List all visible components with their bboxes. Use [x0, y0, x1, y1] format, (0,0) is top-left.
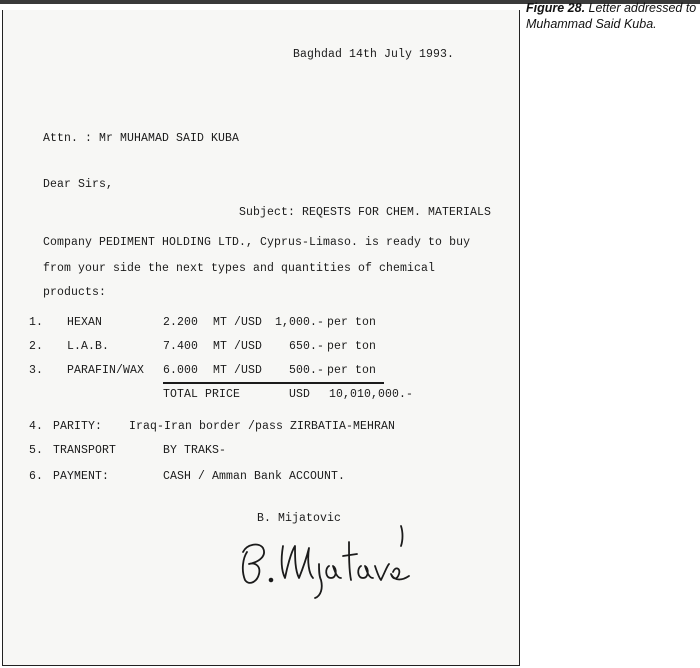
total-amount: 10,010,000.-: [329, 388, 414, 401]
term-value: CASH / Amman Bank ACCOUNT.: [163, 470, 346, 483]
total-currency: USD: [289, 388, 311, 401]
item-quantity: 6.000: [163, 364, 199, 377]
term-value: BY TRAKS-: [163, 444, 227, 457]
term-value: Iraq-Iran border /pass ZIRBATIA-MEHRAN: [129, 420, 396, 433]
item-quantity: 2.200: [163, 316, 199, 329]
letter-body-line: products:: [43, 286, 107, 299]
letter-scan: [2, 10, 520, 666]
item-number: 3.: [29, 364, 44, 377]
term-label: PARITY:: [53, 420, 103, 433]
total-underline: [163, 382, 384, 384]
total-label: TOTAL PRICE: [163, 388, 241, 401]
letter-body-line: Company PEDIMENT HOLDING LTD., Cyprus-Limaso. is ready to buy: [43, 236, 471, 249]
figure-caption: [526, 0, 698, 32]
term-number: 6.: [29, 470, 44, 483]
letter-date: Baghdad 14th July 1993.: [293, 48, 455, 61]
figure-caption-text: Letter addressed to Muhammad Said Kuba.: [526, 1, 697, 31]
item-unit: MT /USD: [213, 316, 263, 329]
item-unit: MT /USD: [213, 364, 263, 377]
signatory-name: B. Mijatovic: [257, 512, 342, 525]
letter-salutation: Dear Sirs,: [43, 178, 114, 191]
item-quantity: 7.400: [163, 340, 199, 353]
item-name: L.A.B.: [67, 340, 110, 353]
term-number: 4.: [29, 420, 44, 433]
item-per: per ton: [327, 364, 377, 377]
item-price: 500.-: [289, 364, 325, 377]
item-price: 650.-: [289, 340, 325, 353]
letter-body-line: from your side the next types and quantities of chemical: [43, 262, 436, 275]
item-per: per ton: [327, 340, 377, 353]
item-name: PARAFIN/WAX: [67, 364, 145, 377]
item-number: 1.: [29, 316, 44, 329]
item-number: 2.: [29, 340, 44, 353]
letter-subject: Subject: REQESTS FOR CHEM. MATERIALS: [239, 206, 492, 219]
handwritten-signature: [233, 522, 423, 602]
term-number: 5.: [29, 444, 44, 457]
item-price: 1,000.-: [275, 316, 325, 329]
item-unit: MT /USD: [213, 340, 263, 353]
letter-attn: Attn. : Mr MUHAMAD SAID KUBA: [43, 132, 240, 145]
item-per: per ton: [327, 316, 377, 329]
term-label: TRANSPORT: [53, 444, 117, 457]
term-label: PAYMENT:: [53, 470, 110, 483]
item-name: HEXAN: [67, 316, 103, 329]
figure-number: Figure 28.: [526, 1, 586, 15]
